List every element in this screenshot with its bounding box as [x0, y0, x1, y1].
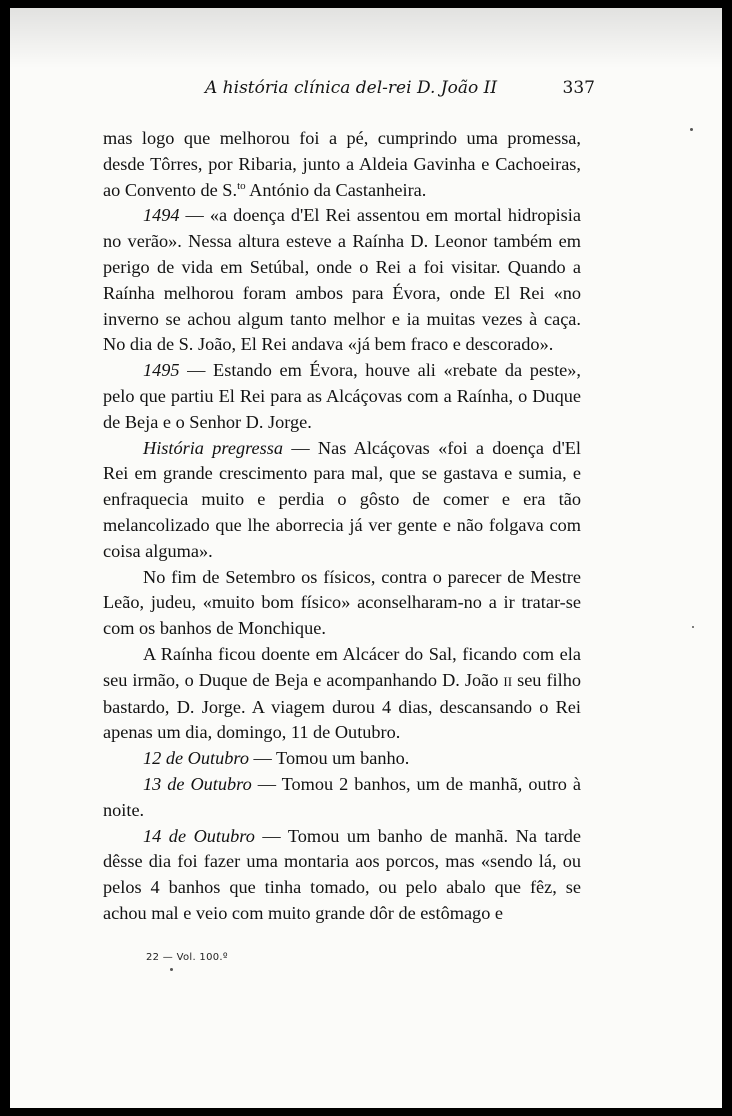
running-header — [205, 76, 595, 104]
paragraph — [103, 824, 581, 927]
page-number: 337 — [562, 78, 595, 98]
scan-shadow — [10, 8, 722, 68]
section-label: História pregressa — [143, 437, 284, 458]
paragraph — [103, 358, 581, 435]
running-title: A história clínica del-rei D. João II — [205, 78, 498, 98]
paragraph — [103, 746, 581, 772]
date-label: 12 de Outubro — [143, 748, 249, 769]
year-label: 1495 — [143, 360, 180, 381]
paragraph-text: — Tomou um banho de manhã. Na tarde dêsse dia foi fazer uma montaria aos porcos, mas «sendo lá, ou pelos 4 banhos que tinha tomado, ou pelo abalo que fêz, se achou mal e veio com muito grande dôr de estômago e — [103, 825, 581, 923]
paragraph — [103, 772, 581, 824]
paragraph-text: mas logo que melhorou foi a pé, cumprindo uma promessa, desde Tôrres, por Ribaria, junto a Aldeia Gavinha e Cachoeiras, ao Convento de S. — [103, 128, 581, 200]
paragraph-text: — Estando em Évora, houve ali «rebate da peste», pelo que partiu El Rei para as Alcáçovas com a Raínha, o Duque de Beja e o Senhor D. Jorge. — [103, 360, 581, 432]
paragraph-text: — «a doença d'El Rei assentou em mortal hidropisia no verão». Nessa altura esteve a Raínha D. Leonor também em perigo de vida em Setúbal, onde o Rei a foi visitar. Quando a Raínha melhorou foram ambos para Évora, onde El Rei «no inverno se achou algum tanto melhor e ia muitas vezes à caça. No dia de S. João, El Rei andava «já bem fraco e descorado». — [103, 205, 581, 355]
paragraph — [103, 436, 581, 565]
paragraph-text: No fim de Setembro os físicos, contra o parecer de Mestre Leão, judeu, «muito bom físico» aconselharam-no a ir tratar-se com os banhos de Monchique. — [103, 566, 581, 639]
superscript: to — [237, 179, 246, 192]
year-label: 1494 — [143, 205, 180, 226]
paragraph-text: — Nas Alcáçovas «foi a doença d'El Rei em grande crescimento para mal, que se gastava e sumia, e enfraquecia muito e perdia o gôsto de comer e era tão melancolizado que lhe aborrecia já ver gente e não folgava com coisa alguma». — [103, 437, 581, 561]
ink-speck — [170, 968, 173, 971]
paragraph-text: seu filho bastardo, D. Jorge. A viagem durou 4 dias, descansando o Rei apenas um dia, domingo, 11 de Outubro. — [103, 669, 581, 743]
paragraph-text: — Tomou um banho. — [248, 748, 410, 769]
body-text — [103, 126, 581, 927]
paragraph-text: — Tomou 2 banhos, um de manhã, outro à noite. — [103, 773, 581, 820]
paragraph — [103, 642, 581, 746]
ink-speck — [690, 128, 693, 131]
paragraph — [103, 565, 581, 642]
book-page — [10, 8, 722, 1108]
roman-numeral: II — [503, 673, 513, 689]
date-label: 13 de Outubro — [143, 773, 252, 794]
paragraph-text: A Raínha ficou doente em Alcácer do Sal, ficando com ela seu irmão, o Duque de Beja e acompanhando D. João — [103, 643, 581, 690]
paragraph — [103, 126, 581, 203]
paragraph-text: António da Castanheira. — [245, 179, 427, 200]
ink-speck — [692, 626, 694, 628]
date-label: 14 de Outubro — [143, 825, 255, 846]
printer-signature: 22 — Vol. 100.º — [146, 952, 228, 963]
paragraph — [103, 203, 581, 358]
